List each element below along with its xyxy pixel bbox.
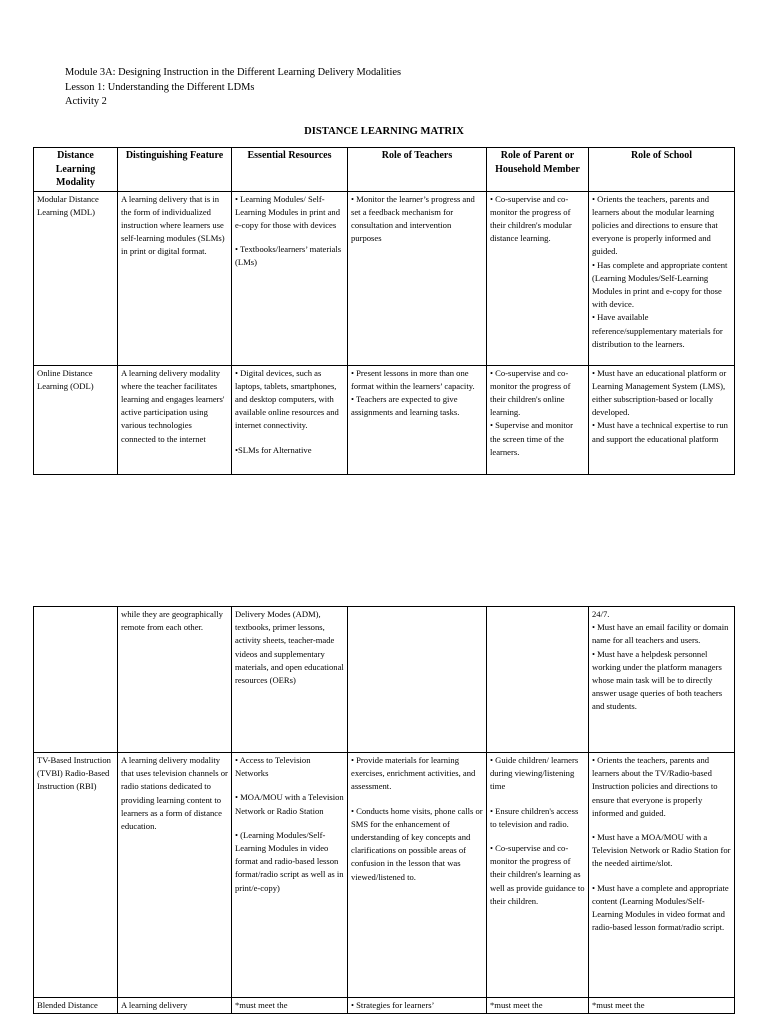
cell-parents <box>487 607 589 753</box>
matrix-table-top <box>33 147 735 475</box>
col-header-modality: Distance Learning Modality <box>34 148 118 192</box>
matrix-table-continued <box>33 606 735 1014</box>
cell-feature: A learning delivery <box>118 998 232 1014</box>
cell-teachers <box>348 753 487 998</box>
resource-item: • Access to Television Networks <box>235 755 311 779</box>
module-line: Module 3A: Designing Instruction in the Different Learning Delivery Modalities <box>65 67 401 78</box>
cell-modality: Modular Distance Learning (MDL) <box>34 191 118 365</box>
teacher-item: • Teachers are expected to give assignments and learning tasks. <box>351 393 460 418</box>
resource-item: •SLMs for Alternative <box>235 444 312 455</box>
cell-modality <box>34 607 118 753</box>
lesson-line: Lesson 1: Understanding the Different LDMs <box>65 81 255 93</box>
col-header-teachers: Role of Teachers <box>348 148 487 192</box>
parent-item: • Guide children/ learners during viewing/listening time <box>490 755 579 792</box>
resource-item: • (Learning Modules/Self-Learning Modules in video format and radio-based lesson format/radio script as well as in print/e-copy) <box>235 829 344 893</box>
cell-parents <box>487 365 589 474</box>
cell-teachers <box>348 365 487 474</box>
school-item: • Must have a technical expertise to run and support the educational platform <box>592 420 728 444</box>
col-header-resources: Essential Resources <box>232 148 348 192</box>
resource-item: • MOA/MOU with a Television Network or Radio Station <box>235 792 344 816</box>
teacher-item: • Provide materials for learning exercises, enrichment activities, and assessment. <box>351 755 476 792</box>
resource-item: • Textbooks/learners’ materials (LMs) <box>235 244 342 268</box>
col-header-feature: Distinguishing Feature <box>118 148 232 192</box>
cell-modality: Online Distance Learning (ODL) <box>34 365 118 474</box>
matrix-title: DISTANCE LEARNING MATRIX <box>304 126 464 137</box>
cell-teachers: • Strategies for learners’ <box>348 998 487 1014</box>
cell-school <box>589 191 735 365</box>
cell-feature: while they are geographically remote from each other. <box>118 607 232 753</box>
cell-resources <box>232 753 348 998</box>
table-row-blended <box>34 998 735 1014</box>
cell-school <box>589 607 735 753</box>
school-item: • Have available reference/supplementary materials for distribution to the learners. <box>592 312 723 349</box>
cell-resources <box>232 365 348 474</box>
school-item: • Has complete and appropriate content (Learning Modules/Self-Learning Modules in print and e-copy for those with device. <box>592 259 728 310</box>
parent-item: • Co-supervise and co-monitor the progress of their children's learning as well as provide guidance to their children. <box>490 843 585 906</box>
parent-item: • Supervise and monitor the screen time of the learners. <box>490 420 573 457</box>
table-row-mdl <box>34 191 735 365</box>
cell-feature: A learning delivery that is in the form of individualized instruction where learners use self-learning modules (SLMs) in print or digital format. <box>118 191 232 365</box>
cell-parents <box>487 753 589 998</box>
school-item: • Must have a MOA/MOU with a Television Network or Radio Station for the needed airtime/slot. <box>592 832 731 869</box>
cell-parents: *must meet the <box>487 998 589 1014</box>
cell-resources: *must meet the <box>232 998 348 1014</box>
col-header-school: Role of School <box>589 148 735 192</box>
cell-resources <box>232 191 348 365</box>
table-row-odl <box>34 365 735 474</box>
cell-feature: A learning delivery modality that uses television channels or radio stations dedicated to providing learning content to learners as a form of distance education. <box>118 753 232 998</box>
school-item: • Orients the teachers, parents and learners about the modular learning policies and directions to ensure that everyone is properly informed and guided. <box>592 193 718 257</box>
cell-school <box>589 753 735 998</box>
cell-school <box>589 365 735 474</box>
cell-modality: Blended Distance <box>34 998 118 1014</box>
school-item: • Must have an educational platform or Learning Management System (LMS), either subscription-based or locally developed. <box>592 367 727 418</box>
cell-teachers: • Monitor the learner’s progress and set a feedback mechanism for consultation and intervention purposes <box>348 191 487 365</box>
resource-item: • Learning Modules/ Self-Learning Modules in print and e-copy for those with devices <box>235 193 341 230</box>
school-item: • Must have an email facility or domain name for all teachers and users. <box>592 622 729 646</box>
cell-teachers <box>348 607 487 753</box>
teacher-item: • Conducts home visits, phone calls or SMS for the enhancement of understanding of key concepts and clarifications on possible areas of confusion in the lesson that was viewed/listened to. <box>351 805 483 882</box>
school-item: • Must have a complete and appropriate content (Learning Modules/Self-Learning Modules in video format and radio-based lesson format/radio script. <box>592 882 729 933</box>
table-row-odl-continued <box>34 607 735 753</box>
cell-resources: Delivery Modes (ADM), textbooks, primer lessons, activity sheets, teacher-made videos and supplementary materials, and open educational resources (OERs) <box>232 607 348 753</box>
table-header-row <box>34 148 735 192</box>
school-item: • Orients the teachers, parents and learners about the TV/Radio-based Instruction policies and directions to ensure that everyone is properly informed and guided. <box>592 755 718 818</box>
school-item: • Must have a helpdesk personnel working under the platform managers whose main task will be to directly answer usage queries of both teachers and students. <box>592 648 723 712</box>
col-header-parents: Role of Parent or Household Member <box>487 148 589 192</box>
school-item: 24/7. <box>592 609 610 619</box>
teacher-item: • Present lessons in more than one format within the learners’ capacity. <box>351 367 475 391</box>
activity-line: Activity 2 <box>65 96 107 107</box>
parent-item: • Co-supervise and co-monitor the progress of their children's online learning. <box>490 367 571 418</box>
cell-school: *must meet the <box>589 998 735 1014</box>
document-header <box>65 66 401 110</box>
table-row-tvbi <box>34 753 735 998</box>
parent-item: • Ensure children's access to television and radio. <box>490 805 579 829</box>
cell-feature: A learning delivery modality where the teacher facilitates learning and engages learners' active participation using various technologies connected to the internet <box>118 365 232 474</box>
cell-modality: TV-Based Instruction (TVBI) Radio-Based Instruction (RBI) <box>34 753 118 998</box>
cell-parents: • Co-supervise and co-monitor the progress of their children's modular distance learning. <box>487 191 589 365</box>
resource-item: • Digital devices, such as laptops, tablets, smartphones, and desktop computers, with available online resources and internet connectivity. <box>235 367 339 431</box>
